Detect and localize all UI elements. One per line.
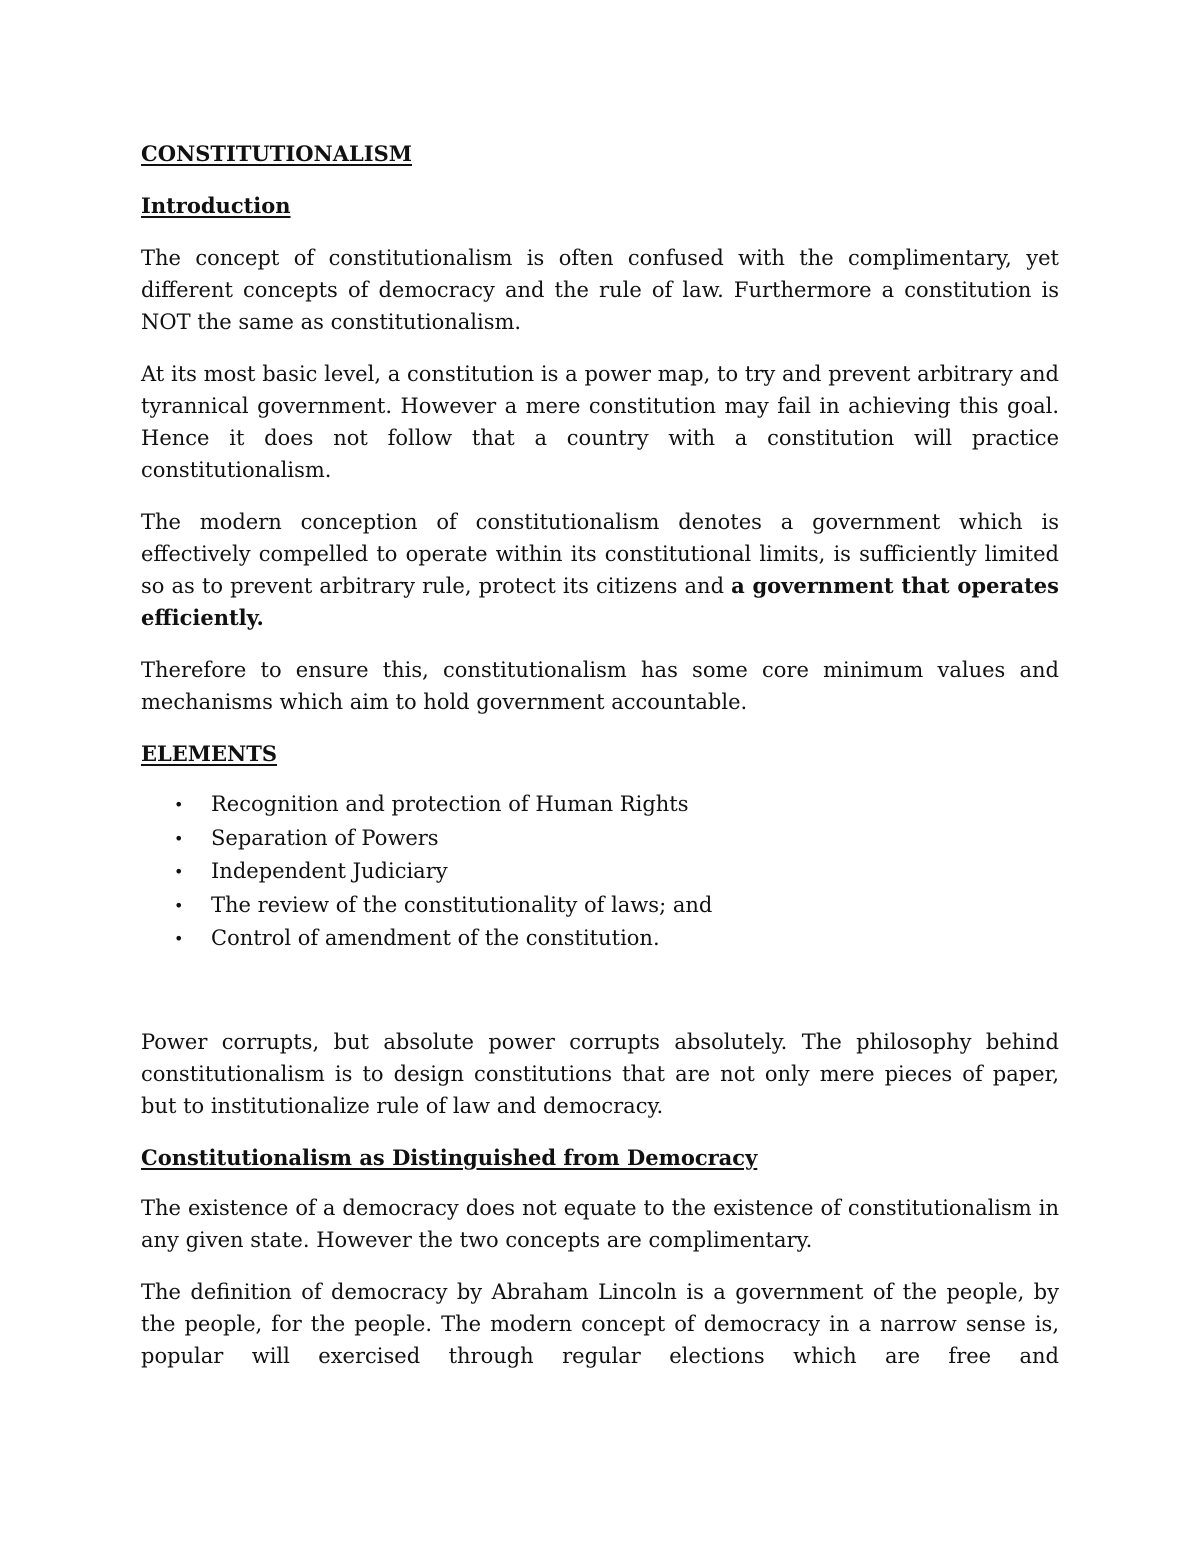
paragraph-power-map: At its most basic level, a constitution is a power map, to try and prevent arbitrary and tyrannical government. However a mere constitution may fail in achieving this goal. Hence it does not follow that a country with a constitution will practice constitutionalism.	[141, 362, 1059, 482]
paragraph-modern-conception-text: The modern conception of constitutionalism denotes a government which is effectively compelled to operate within its constitutional limits, is sufficiently limited so as to prevent arbitrary rule, protect its citizens and	[141, 510, 1059, 598]
list-item-text: Control of amendment of the constitution.	[211, 926, 660, 950]
bullet-icon: •	[174, 929, 184, 948]
paragraph-core-values: Therefore to ensure this, constitutionalism has some core minimum values and mechanisms which aim to hold government accountable.	[141, 658, 1059, 714]
bullet-icon: •	[174, 795, 184, 814]
elements-list	[141, 788, 1059, 956]
document-title: CONSTITUTIONALISM	[141, 141, 412, 166]
list-item	[141, 922, 1059, 956]
list-item-text: Independent Judiciary	[211, 859, 448, 883]
paragraph-modern-conception-bold: a government that operates efficiently.	[141, 573, 1059, 630]
document-page	[141, 138, 1059, 1392]
list-item-text: Separation of Powers	[211, 825, 439, 850]
list-item	[141, 788, 1059, 822]
paragraph-definition-of-democracy: The definition of democracy by Abraham Lincoln is a government of the people, by the people, for the people. The modern concept of democracy in a narrow sense is, popular will exercised through regular elections which are free and	[141, 1279, 1059, 1368]
bullet-icon: •	[174, 895, 184, 915]
paragraph-concept: The concept of constitutionalism is often confused with the complimentary, yet different concepts of democracy and the rule of law. Furthermore a constitution is NOT the same as constitutionalism.	[141, 246, 1059, 334]
bullet-icon: •	[174, 828, 184, 848]
introduction-heading: Introduction	[141, 193, 291, 218]
paragraph-existence-of-democracy: The existence of a democracy does not equate to the existence of constitutionalism in any given state. However the two concepts are complimentary.	[141, 1195, 1059, 1252]
paragraph-modern-conception	[141, 506, 1059, 634]
paragraph-power-corrupts: Power corrupts, but absolute power corrupts absolutely. The philosophy behind constitutionalism is to design constitutions that are not only mere pieces of paper, but to institutionalize rule of law and democracy.	[141, 1029, 1059, 1118]
list-item-text: Recognition and protection of Human Rights	[211, 792, 689, 816]
elements-heading: ELEMENTS	[141, 741, 278, 766]
list-item	[141, 889, 1059, 923]
distinguished-heading: Constitutionalism as Distinguished from Democracy	[141, 1144, 758, 1170]
list-item	[141, 855, 1059, 889]
list-item-text: The review of the constitutionality of laws; and	[211, 892, 713, 917]
list-item	[141, 822, 1059, 856]
bullet-icon: •	[174, 862, 184, 881]
spacer	[141, 956, 1059, 1026]
